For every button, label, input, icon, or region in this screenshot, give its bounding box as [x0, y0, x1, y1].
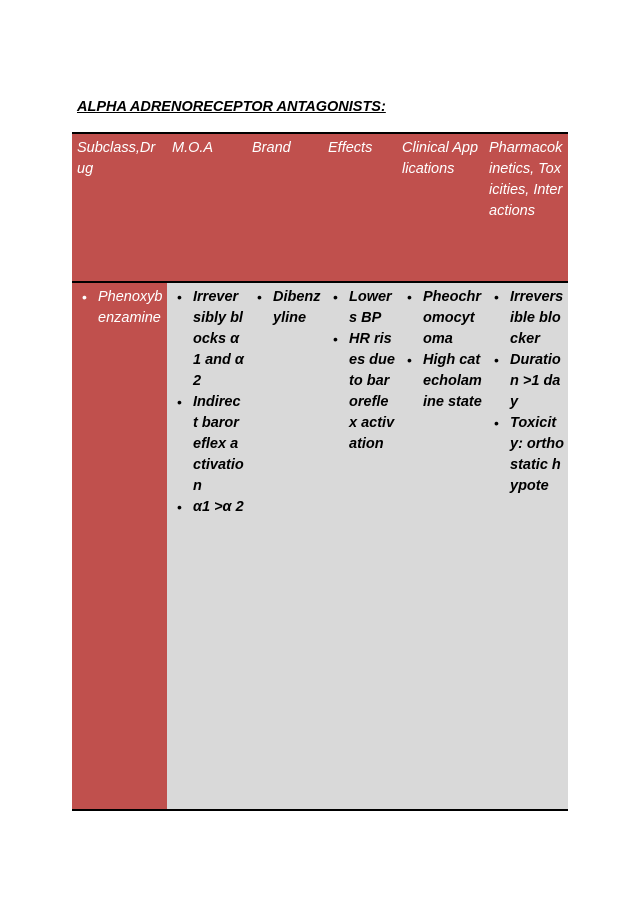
header-subclass-drug: Subclass,Drug [72, 133, 167, 282]
header-pharmacokinetics: Pharmacokinetics, Toxicities, Interactions [484, 133, 568, 282]
table-row [72, 282, 568, 810]
header-brand: Brand [247, 133, 323, 282]
header-clinical-applications: Clinical Applications [397, 133, 484, 282]
list-item: • Duration >1 day [486, 350, 566, 413]
list-item: • HR rises due to baroreflex activation [325, 329, 395, 455]
list-item: • Indirect baroreflex activation [169, 392, 245, 497]
header-moa: M.O.A [167, 133, 247, 282]
cell-clinical-applications [397, 282, 484, 810]
list-item: • Phenoxybenzamine [74, 287, 165, 329]
document-title: ALPHA ADRENORECEPTOR ANTAGONISTS: [77, 99, 386, 115]
list-item: • Pheochromocytoma [399, 287, 482, 350]
list-item: • High catecholamine state [399, 350, 482, 413]
cell-brand [247, 282, 323, 810]
alpha-antagonists-table [72, 132, 568, 811]
list-item: • Lowers BP [325, 287, 395, 329]
cell-effects [323, 282, 397, 810]
table-header-row [72, 133, 568, 282]
list-item: • Irreversible blocker [486, 287, 566, 350]
list-item: • Dibenzyline [249, 287, 321, 329]
cell-drug [72, 282, 167, 810]
list-item: • Toxicity: orthostatic hypote [486, 413, 566, 497]
header-effects: Effects [323, 133, 397, 282]
list-item: • α1 >α 2 [169, 497, 245, 518]
cell-pharmacokinetics [484, 282, 568, 810]
list-item: • Irreversibly blocks α1 and α2 [169, 287, 245, 392]
cell-moa [167, 282, 247, 810]
